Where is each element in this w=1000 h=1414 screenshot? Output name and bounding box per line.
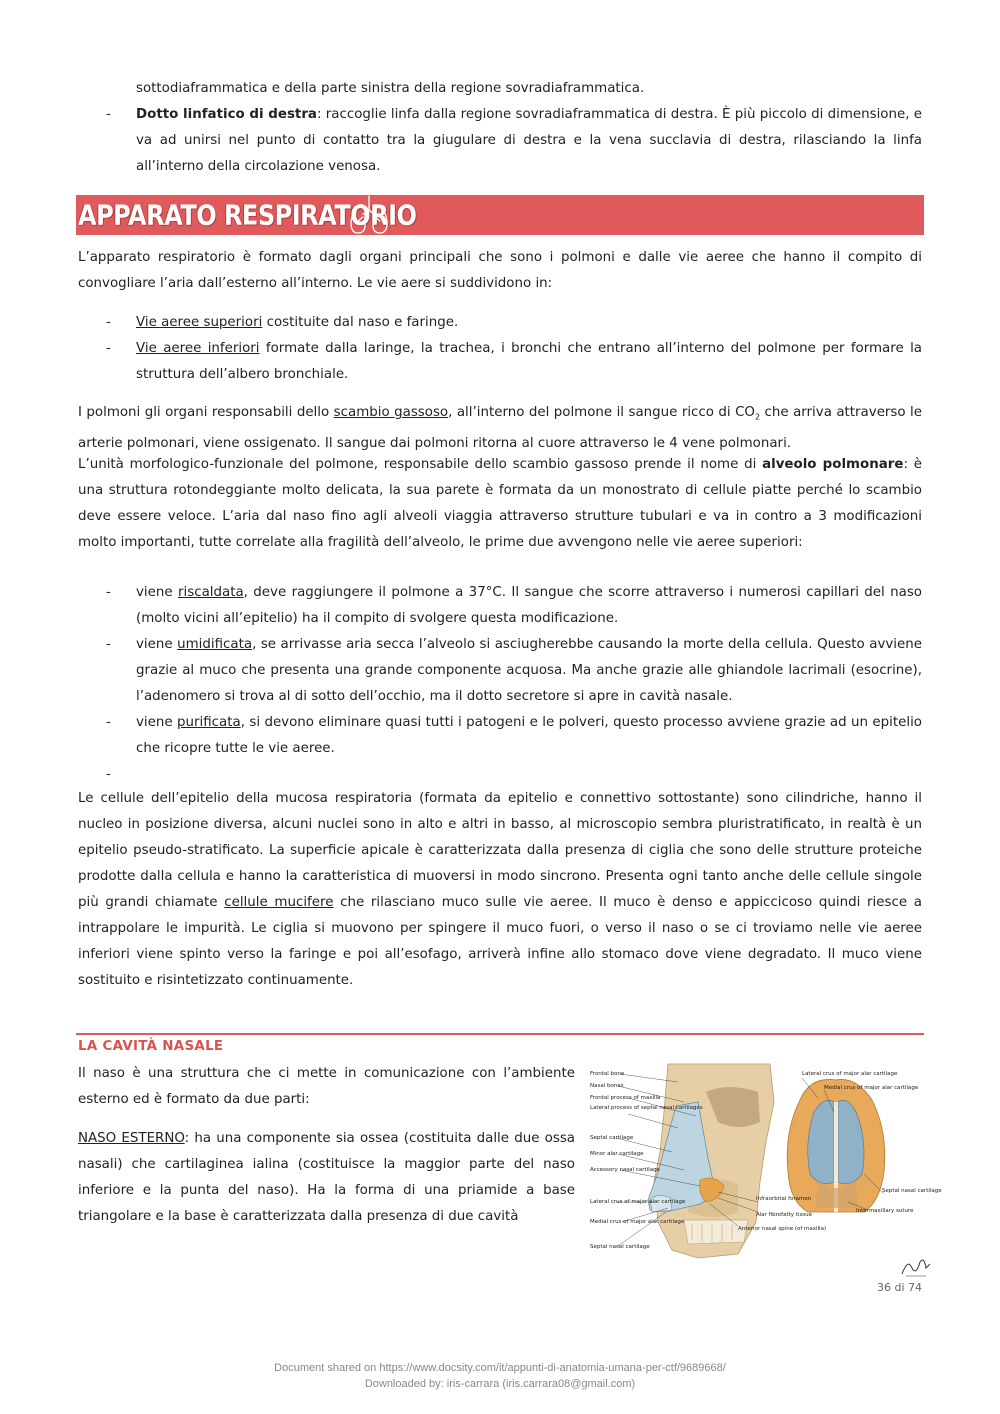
figure-label: Anterior nasal spine (of maxilla): [738, 1226, 827, 1232]
section-banner: [76, 195, 924, 235]
nostril-view-illustration: [787, 1079, 885, 1212]
list-dash: -: [106, 341, 111, 356]
list-item-purificata: viene purificata, si devono eliminare quasi tutti i patogeni e le polveri, questo processo avviene grazie ad un epitelio che ricopre tutte le vie aeree.: [136, 715, 922, 756]
figure-label: Lateral crus of major alar cartilage: [590, 1199, 686, 1205]
cellule-paragraph: Le cellule dell’epitelio della mucosa respiratoria (formata da epitelio e connettivo sottostante) sono cilindriche, hanno il nucleo in posizione diversa, alcuni nuclei sono in alto e altri in basso, al microscopio sembra pluristratificato, in realtà è un epitelio pseudo-stratificato. La superficie apicale è caratterizzata dalla presenza di ciglia che sono delle strutture proteiche prodotte dalla cellula e hanno la caratteristica di muoversi in modo sincrono. Presenta ogni tanto anche delle cellule singole più grandi chiamate cellule mucifere che rilasciano muco sulle vie aeree. Il muco è denso e appiccicoso quindi riesce a intrappolare le impurità. Le ciglia si muovono per spingere il muco fuori, o verso il naso o se ci troviamo nelle vie aeree inferiori viene spinto verso la faringe e poi all’esofago, arriverà infine allo stomaco dove viene degradato. Il muco viene sostituito e risintetizzato continuamente.: [78, 791, 922, 988]
term-underlined: umidificata: [177, 637, 253, 652]
term-underlined: Vie aeree superiori: [136, 315, 263, 330]
figure-label: Accessory nasal cartilage: [590, 1167, 660, 1173]
figure-label: Medial crus of major alar cartilage: [590, 1219, 685, 1225]
term-bold: Dotto linfatico di destra: [136, 107, 317, 122]
list-dash: -: [106, 585, 111, 600]
section-title: LA CAVITÀ NASALE: [78, 1039, 224, 1054]
figure-label: Septal cartilage: [590, 1135, 634, 1141]
term-bold: alveolo polmonare: [762, 457, 904, 472]
figure-label: Lateral process of septal nasal cartilages: [590, 1105, 703, 1111]
list-item-vie-superiori: Vie aeree superiori costituite dal naso e faringe.: [136, 315, 459, 330]
term-underlined: cellule mucifere: [224, 895, 334, 910]
figure-label: Intermaxillary suture: [856, 1208, 914, 1214]
signature-mark: [898, 1254, 934, 1280]
figure-label: Medial crus of major alar cartilage: [824, 1085, 919, 1091]
nasale-intro-paragraph: Il naso è una struttura che ci mette in comunicazione con l’ambiente esterno ed è formato da due parti:: [78, 1066, 575, 1107]
footer-shared-line: Document shared on https://www.docsity.com/it/appunti-di-anatomia-umana-per-ctf/9689668/: [274, 1362, 726, 1374]
term-underlined: purificata: [177, 715, 241, 730]
figure-label: Minor alar cartilage: [590, 1151, 644, 1157]
figure-label: Frontal bone: [590, 1071, 625, 1077]
list-dash: -: [106, 637, 111, 652]
term-underlined: riscaldata: [178, 585, 244, 600]
figure-label: Infraorbital foramen: [756, 1196, 812, 1202]
term-underlined: NASO ESTERNO: [78, 1131, 185, 1146]
list-dash-empty: -: [106, 767, 111, 782]
list-dash: -: [106, 107, 111, 122]
continuation-line: sottodiaframmatica e della parte sinistra della regione sovradiaframmatica.: [136, 81, 645, 96]
figure-label: Alar fibrofatty tissue: [756, 1212, 813, 1218]
nose-anatomy-figure: [588, 1062, 942, 1258]
term-underlined: scambio gassoso: [333, 405, 449, 420]
list-dash: -: [106, 315, 111, 330]
polmoni-paragraph: I polmoni gli organi responsabili dello scambio gassoso, all’interno del polmone il sangue ricco di $CO_2$ che arriva attraverso le arterie polmonari, viene ossigenato. Il sangue dai polmoni ritorna al cuore attraverso le 4 vene polmonari.: [78, 405, 923, 451]
footer-downloaded-line: Downloaded by: iris-carrara (iris.carrara08@gmail.com): [364, 1378, 636, 1390]
naso-esterno-paragraph: NASO ESTERNO: ha una componente sia ossea (costituita dalle due ossa nasali) che cartilaginea ialina (costituisce la maggior parte del naso inferiore e la punta del naso). Ha la forma di una priamide a base triangolare e la base è caratterizzata dalla presenza di due cavità: [78, 1131, 575, 1224]
section-divider: [76, 1033, 924, 1035]
list-dash: -: [106, 715, 111, 730]
figure-label: Septal nasal cartilage: [590, 1244, 650, 1250]
list-item-dotto-destra: Dotto linfatico di destra: raccoglie linfa dalla regione sovradiaframmatica di destra. È più piccolo di dimensione, e va ad unirsi nel punto di contatto tra la giugulare di destra e la vena succlavia di destra, rilasciando la linfa all’interno della circolazione venosa.: [136, 107, 923, 174]
lungs-icon: [346, 193, 392, 237]
term-underlined: Vie aeree inferiori: [136, 341, 260, 356]
figure-label: Lateral crus of major alar cartilage: [802, 1071, 898, 1077]
page-number: 36 di 74: [876, 1281, 922, 1294]
figure-label: Nasal bones: [590, 1083, 624, 1089]
intro-paragraph: L’apparato respiratorio è formato dagli organi principali che sono i polmoni e dalle vie aeree che hanno il compito di convogliare l’aria dall’esterno all’interno. Le vie aere si suddividono in:: [78, 250, 922, 291]
list-item-vie-inferiori: Vie aeree inferiori formate dalla laringe, la trachea, i bronchi che entrano all’interno del polmone per formare la struttura dell’albero bronchiale.: [136, 341, 922, 382]
alveolo-paragraph: L’unità morfologico-funzionale del polmone, responsabile dello scambio gassoso prende il nome di alveolo polmonare: è una struttura rotondeggiante molto delicata, la sua parete è formata da un monostrato di cellule piatte perché lo scambio deve essere veloce. L’aria dal naso fino agli alveoli viaggia attraverso strutture tubulari e va in contro a 3 modificazioni molto importanti, tutte correlate alla fragilità dell’alveolo, le prime due avvengono nelle vie aeree superiori:: [78, 457, 922, 550]
list-item-riscaldata: viene riscaldata, deve raggiungere il polmone a 37°C. Il sangue che scorre attraverso i numerosi capillari del naso (molto vicini all’epitelio) ha il compito di svolgere questa modificazione.: [136, 585, 922, 626]
banner-title: APPARATO RESPIRATORIO: [78, 199, 417, 232]
figure-label: Frontal process of maxilla: [590, 1095, 661, 1101]
list-item-umidificata: viene umidificata, se arrivasse aria secca l’alveolo si asciugherebbe causando la morte della cellula. Questo avviene grazie al muco che presenta una grande componente acquosa. Ma anche grazie alle ghiandole lacrimali (esocrine), l’adenomero si trova al di sotto dell’occhio, ma il dotto secretore si apre in cavità nasale.: [136, 637, 922, 704]
figure-label: Septal nasal cartilage: [882, 1188, 942, 1194]
